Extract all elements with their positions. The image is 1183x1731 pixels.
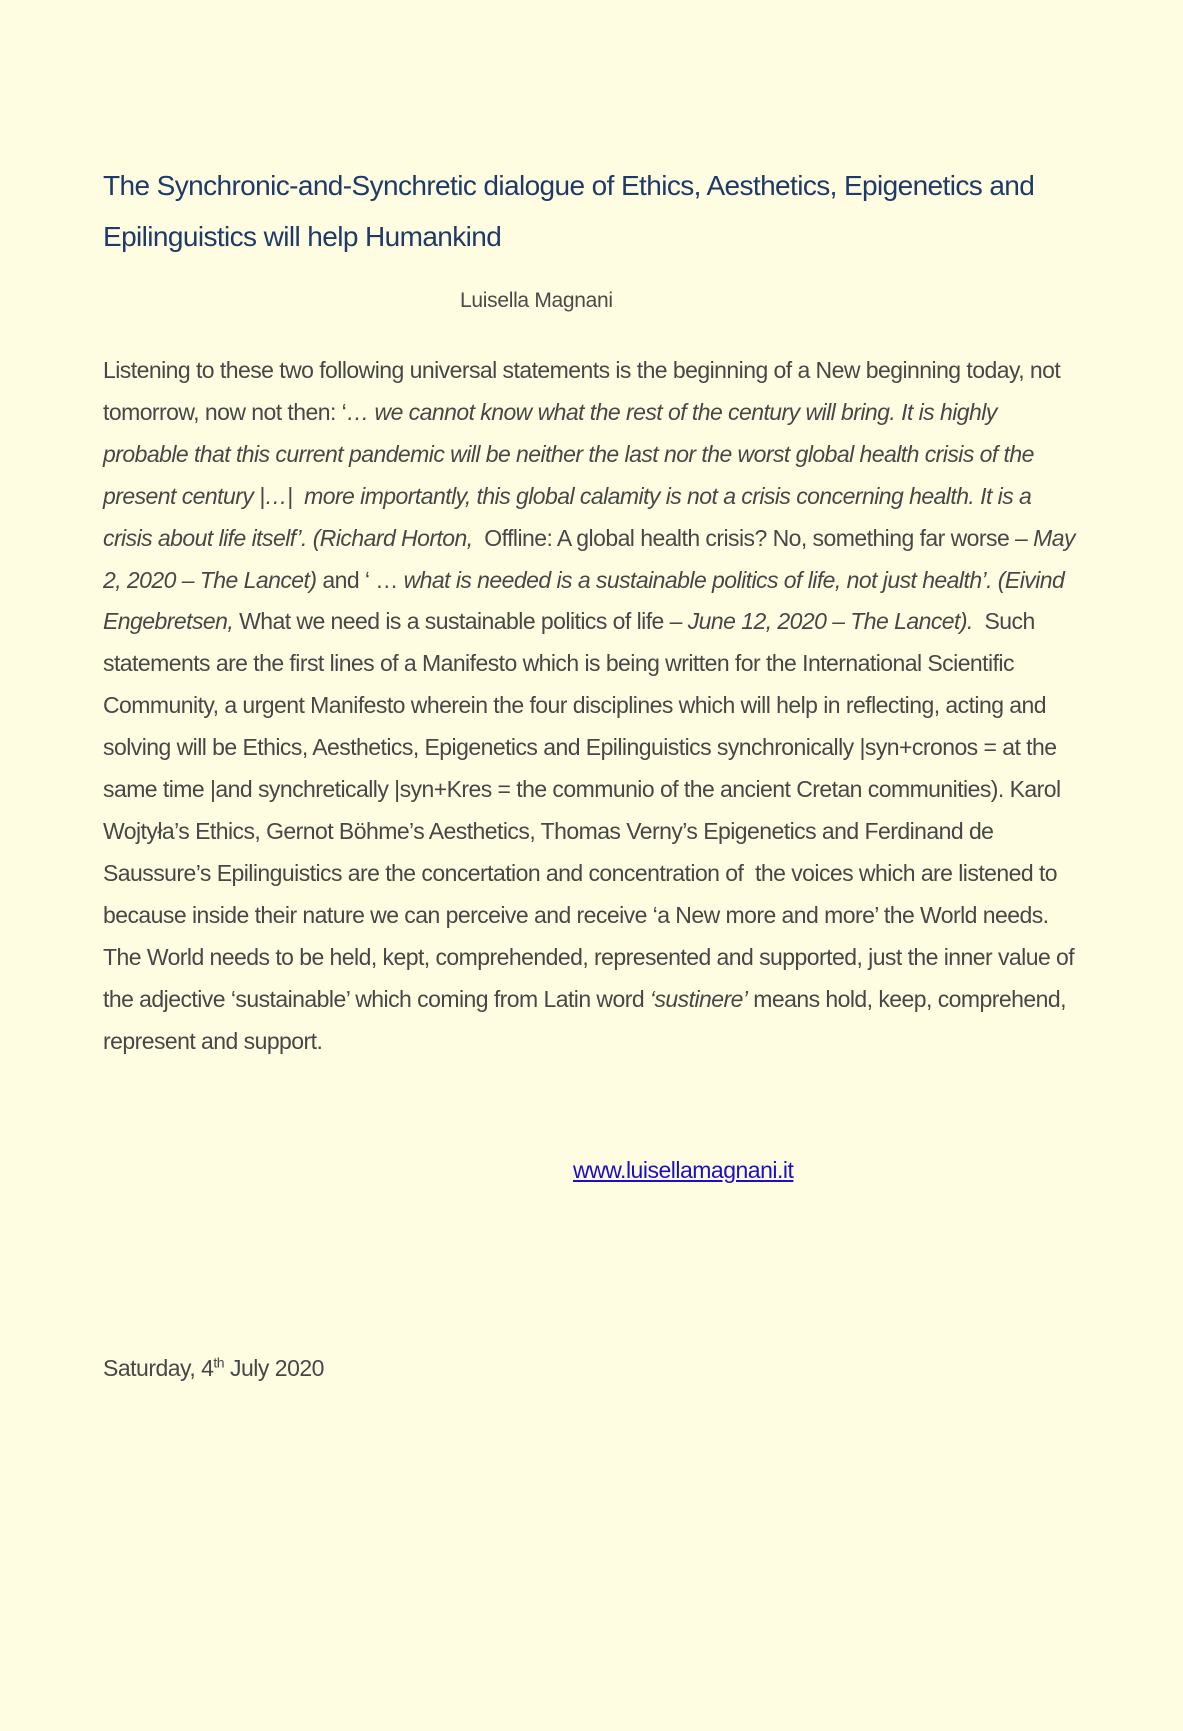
body-line (103, 811, 1106, 853)
body-line (103, 392, 1106, 434)
title-line-2: Epilinguistics will help Humankind (103, 221, 502, 252)
body-text-segment: Such (972, 608, 1035, 635)
body-text-segment: The World needs to be held, kept, comprehended, represented and supported, just the inner value of (103, 943, 1075, 970)
body-line (103, 643, 1106, 685)
body-text-italic: June 12, 2020 – The Lancet). (687, 608, 973, 635)
body-text-segment: Offline: A global health crisis? No, something far worse – (472, 524, 1034, 551)
body-text-segment: statements are the first lines of a Manifesto which is being written for the International Scientific (103, 650, 1014, 677)
body-text-segment: tomorrow, now not then: ‘ (103, 398, 347, 425)
body-text-segment: What we need is a sustainable politics of life – (233, 608, 688, 635)
body-line (103, 434, 1106, 476)
body-paragraph (103, 350, 1106, 1062)
body-text-italic: May (1033, 524, 1075, 551)
body-line (103, 1021, 1106, 1063)
body-text-italic: probable that this current pandemic will be neither the last nor the worst global health crisis of the (103, 440, 1034, 467)
date-prefix: Saturday, 4 (103, 1355, 214, 1381)
body-text-italic: … we cannot know what the rest of the century will bring. It is highly (346, 398, 997, 425)
body-line (103, 727, 1106, 769)
body-text-segment: and ‘ … (316, 566, 404, 593)
body-line (103, 350, 1106, 392)
body-line (103, 979, 1106, 1021)
body-text-segment: same time |and synchretically |syn+Kres = the communio of the ancient Cretan communities). Karol (103, 776, 1061, 803)
body-line (103, 601, 1106, 643)
body-text-segment: because inside their nature we can perceive and receive ‘a New more and more’ the World needs. (103, 901, 1049, 928)
body-text-italic: crisis about life itself’. (Richard Horton, (103, 524, 473, 551)
body-text-segment: the adjective ‘sustainable’ which coming from Latin word (103, 985, 650, 1012)
body-text-italic: ‘sustinere’ (649, 985, 748, 1012)
document-title (103, 160, 1103, 262)
body-line (103, 560, 1106, 602)
body-line (103, 476, 1106, 518)
body-text-segment: Saussure’s Epilinguistics are the concertation and concentration of the voices which are listened to (103, 859, 1058, 886)
document-date (103, 1350, 324, 1386)
author-name: Luisella Magnani (460, 289, 613, 312)
body-text-italic: present century |…| more importantly, this global calamity is not a crisis concerning health. It is a (103, 482, 1032, 509)
body-text-italic: Engebretsen, (103, 608, 234, 635)
website-link[interactable]: www.luisellamagnani.it (573, 1157, 794, 1183)
body-text-italic: what is needed is a sustainable politics of life, not just health’. (Eivind (403, 566, 1065, 593)
body-text-italic: 2, 2020 – The Lancet) (103, 566, 317, 593)
body-text-segment: Listening to these two following universal statements is the beginning of a New beginning today, not (103, 357, 1061, 383)
body-text-segment: represent and support. (103, 1027, 323, 1054)
date-ordinal-suffix: th (213, 1354, 225, 1371)
body-line (103, 769, 1106, 811)
body-line (103, 895, 1106, 937)
body-text-segment: solving will be Ethics, Aesthetics, Epigenetics and Epilinguistics synchronically |syn+cronos = at the (103, 734, 1057, 761)
date-suffix: July 2020 (224, 1355, 324, 1381)
body-line (103, 518, 1106, 560)
body-line (103, 937, 1106, 979)
title-line-1: The Synchronic-and-Synchretic dialogue of Ethics, Aesthetics, Epigenetics and (103, 170, 1035, 201)
body-line (103, 853, 1106, 895)
body-line (103, 685, 1106, 727)
body-text-segment: Wojtyła’s Ethics, Gernot Böhme’s Aesthetics, Thomas Verny’s Epigenetics and Ferdinand de (103, 817, 994, 844)
body-text-segment: means hold, keep, comprehend, (747, 985, 1066, 1012)
body-text-segment: Community, a urgent Manifesto wherein the four disciplines which will help in reflecting, acting and (103, 692, 1047, 719)
